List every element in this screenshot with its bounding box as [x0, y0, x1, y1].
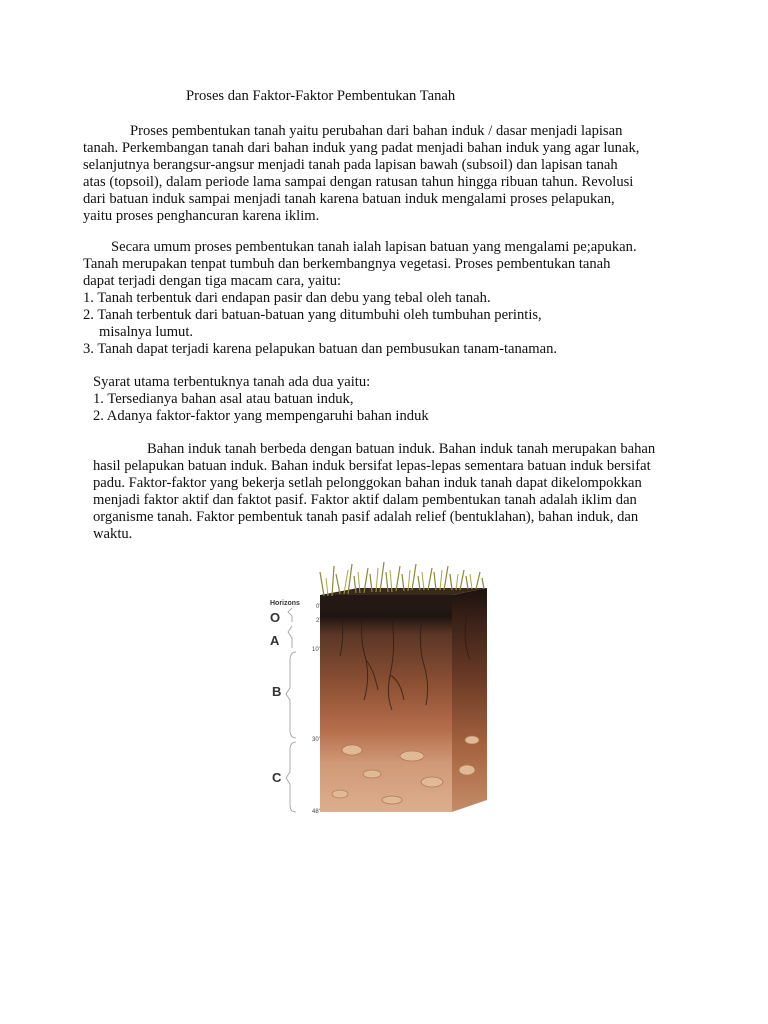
- depth-label: 30': [312, 737, 320, 743]
- paragraph-3-line: waktu.: [93, 526, 133, 542]
- horizon-braces: [286, 608, 296, 812]
- list-item: 2. Tanah terbentuk dari batuan-batuan yang ditumbuhi oleh tumbuhan perintis,: [83, 307, 542, 323]
- list-item: 3. Tanah dapat terjadi karena pelapukan batuan dan pembusukan tanam-tanaman.: [83, 341, 558, 357]
- horizon-o-label: O: [270, 610, 281, 625]
- paragraph-2-line: dapat terjadi dengan tiga macam cara, yaitu:: [83, 273, 342, 289]
- paragraph-2-line: Tanah merupakan tenpat tumbuh dan berkembangnya vegetasi. Proses pembentukan tanah: [83, 256, 611, 272]
- soil-profile-illustration: [262, 560, 512, 825]
- paragraph-1-line: Proses pembentukan tanah yaitu perubahan dari bahan induk / dasar menjadi lapisan: [130, 123, 623, 139]
- syarat-item: 1. Tersedianya bahan asal atau batuan induk,: [93, 391, 354, 407]
- paragraph-3-line: menjadi faktor aktif dan faktot pasif. Faktor aktif dalam pembentukan tanah adalah iklim dan: [93, 492, 637, 508]
- horizon-c-label: C: [272, 770, 282, 785]
- depth-label: 10': [312, 647, 320, 653]
- paragraph-1-line: selanjutnya berangsur-angsur menjadi tanah pada lapisan bawah (subsoil) dan lapisan tanah: [83, 157, 618, 173]
- depth-label: 2': [316, 618, 321, 624]
- paragraph-3-line: hasil pelapukan batuan induk. Bahan induk bersifat lepas-lepas sementara batuan induk bersifat: [93, 458, 651, 474]
- syarat-intro: Syarat utama terbentuknya tanah ada dua yaitu:: [93, 374, 371, 390]
- paragraph-1-line: atas (topsoil), dalam periode lama sampai dengan ratusan tahun hingga ribuan tahun. Revolusi: [83, 174, 634, 190]
- paragraph-3-line: Bahan induk tanah berbeda dengan batuan induk. Bahan induk tanah merupakan bahan: [147, 441, 656, 457]
- depth-label: 0': [316, 604, 321, 610]
- page-title: Proses dan Faktor-Faktor Pembentukan Tanah: [186, 88, 456, 104]
- paragraph-3-line: organisme tanah. Faktor pembentuk tanah pasif adalah relief (bentuklahan), bahan induk, dan: [93, 509, 639, 525]
- paragraph-1-line: dari batuan induk sampai menjadi tanah karena batuan induk mengalami proses pelapukan,: [83, 191, 615, 207]
- paragraph-2-line: Secara umum proses pembentukan tanah ialah lapisan batuan yang mengalami pe;apukan.: [111, 239, 637, 255]
- syarat-item: 2. Adanya faktor-faktor yang mempengaruhi bahan induk: [93, 408, 429, 424]
- list-item: 1. Tanah terbentuk dari endapan pasir dan debu yang tebal oleh tanah.: [83, 290, 491, 306]
- paragraph-1-line: yaitu proses penghancuran karena iklim.: [83, 208, 320, 224]
- horizon-a-label: A: [270, 633, 280, 648]
- horizon-b-label: B: [272, 684, 282, 699]
- paragraph-1-line: tanah. Perkembangan tanah dari bahan induk yang padat menjadi bahan induk yang agar lunak,: [83, 140, 640, 156]
- paragraph-3-line: padu. Faktor-faktor yang bekerja setlah pelonggokan bahan induk tanah dapat dikelompokkan: [93, 475, 642, 491]
- list-item-continuation: misalnya lumut.: [99, 324, 194, 340]
- depth-label: 48': [312, 809, 320, 815]
- soil-profile-figure: [262, 560, 512, 825]
- horizons-label: Horizons: [270, 600, 300, 607]
